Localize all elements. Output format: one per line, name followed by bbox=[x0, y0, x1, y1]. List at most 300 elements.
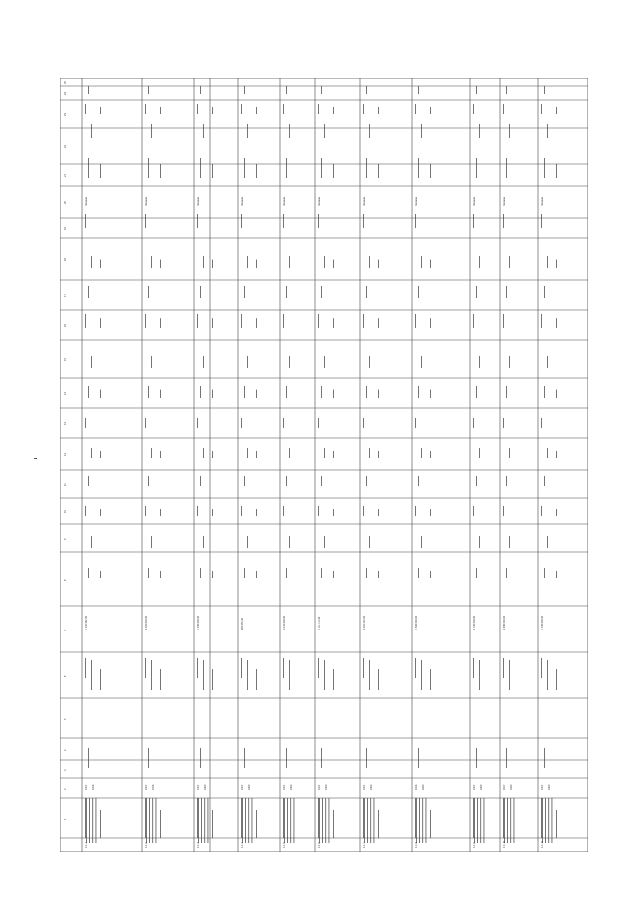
scribble-mark bbox=[148, 476, 149, 486]
row-value: 1 700 000,00 bbox=[541, 616, 544, 630]
scribble-mark bbox=[289, 536, 290, 548]
row-start-year: 2017 bbox=[197, 784, 200, 790]
scribble-mark bbox=[421, 124, 422, 138]
scribble-mark bbox=[418, 158, 419, 178]
scribble-mark bbox=[503, 798, 504, 838]
scribble-mark bbox=[476, 568, 477, 578]
scribble-mark bbox=[286, 386, 287, 398]
scribble-mark bbox=[547, 256, 548, 268]
scribble-mark bbox=[318, 418, 319, 428]
scribble-mark bbox=[100, 451, 101, 458]
scribble-mark bbox=[321, 386, 322, 398]
description-line bbox=[422, 798, 423, 843]
scribble-mark bbox=[473, 798, 474, 838]
rotated-table bbox=[60, 78, 588, 852]
row-end-year: 2020 bbox=[422, 784, 425, 790]
header-number: 20 bbox=[64, 201, 67, 204]
scribble-mark bbox=[369, 124, 370, 138]
scribble-mark bbox=[200, 748, 201, 768]
scribble-mark bbox=[363, 798, 364, 838]
description-line bbox=[248, 798, 249, 843]
scribble-mark bbox=[415, 314, 416, 328]
description-line bbox=[96, 798, 97, 843]
description-line bbox=[208, 798, 209, 843]
row-code: 1.1.10 bbox=[503, 840, 506, 848]
scribble-mark bbox=[418, 476, 419, 486]
scribble-mark bbox=[366, 748, 367, 768]
row-end-year: 2018 bbox=[92, 784, 95, 790]
description-line bbox=[480, 798, 481, 843]
scribble-mark bbox=[212, 107, 213, 114]
scribble-mark bbox=[100, 260, 101, 268]
scribble-mark bbox=[506, 86, 507, 94]
scribble-mark bbox=[473, 506, 474, 516]
header-number: 21 bbox=[64, 174, 67, 177]
scribble-mark bbox=[100, 509, 101, 516]
row-value: 1 456 000,00 bbox=[197, 616, 200, 630]
scribble-mark bbox=[160, 260, 161, 268]
scribble-mark bbox=[91, 256, 92, 268]
scribble-mark bbox=[256, 669, 257, 690]
scribble-mark bbox=[430, 164, 431, 178]
scribble-mark bbox=[88, 748, 89, 768]
scribble-mark bbox=[200, 568, 201, 578]
description-line bbox=[156, 798, 157, 843]
scribble-mark bbox=[244, 386, 245, 398]
header-number: 23 bbox=[64, 113, 67, 116]
row-start-year: 2017 bbox=[85, 784, 88, 790]
scribble-mark bbox=[363, 658, 364, 678]
scribble-mark bbox=[430, 571, 431, 578]
scribble-mark bbox=[418, 568, 419, 578]
description-line bbox=[322, 798, 323, 843]
scribble-mark bbox=[200, 476, 201, 486]
header-number: 22 bbox=[64, 145, 67, 148]
scribble-mark bbox=[256, 509, 257, 516]
scribble-mark bbox=[203, 256, 204, 268]
scribble-mark bbox=[506, 476, 507, 486]
scribble-mark bbox=[244, 86, 245, 94]
scribble-mark bbox=[430, 810, 431, 838]
scribble-mark bbox=[556, 509, 557, 516]
scan-mark bbox=[34, 458, 37, 459]
scribble-mark bbox=[369, 660, 370, 690]
scribble-mark bbox=[547, 124, 548, 138]
scribble-mark bbox=[333, 810, 334, 838]
scribble-mark bbox=[85, 418, 86, 428]
row-start-year: 2017 bbox=[363, 784, 366, 790]
scribble-mark bbox=[200, 86, 201, 94]
row-end-year: 2020 bbox=[248, 784, 251, 790]
scribble-mark bbox=[88, 286, 89, 298]
description-line bbox=[204, 798, 205, 843]
scribble-mark bbox=[151, 256, 152, 268]
header-number: 19 bbox=[64, 227, 67, 230]
scribble-mark bbox=[151, 124, 152, 138]
description-line bbox=[370, 798, 371, 843]
scribble-mark bbox=[333, 260, 334, 268]
row-end-year: 2020 bbox=[370, 784, 373, 790]
header-number: 14 bbox=[64, 392, 67, 395]
scribble-mark bbox=[415, 798, 416, 838]
scribble-mark bbox=[203, 356, 204, 368]
scribble-mark bbox=[541, 418, 542, 428]
description-line bbox=[152, 798, 153, 843]
scribble-mark bbox=[289, 660, 290, 690]
table-cells bbox=[63, 81, 557, 848]
scribble-mark bbox=[544, 476, 545, 486]
description-line bbox=[86, 798, 87, 843]
description-line bbox=[242, 798, 243, 843]
scribble-mark bbox=[421, 660, 422, 690]
scribble-mark bbox=[479, 124, 480, 138]
scribble-mark bbox=[100, 810, 101, 838]
scribble-mark bbox=[556, 571, 557, 578]
scribble-mark bbox=[479, 448, 480, 458]
row-end-year: 2020 bbox=[204, 784, 207, 790]
scribble-mark bbox=[212, 810, 213, 838]
description-line bbox=[294, 798, 295, 843]
scribble-mark bbox=[91, 356, 92, 368]
scribble-mark bbox=[363, 104, 364, 114]
scribble-mark bbox=[160, 107, 161, 114]
scribble-mark bbox=[91, 660, 92, 690]
scribble-mark bbox=[503, 214, 504, 228]
scribble-mark bbox=[289, 448, 290, 458]
scribble-mark bbox=[503, 418, 504, 428]
row-unit: Человек bbox=[503, 196, 506, 206]
scribble-mark bbox=[241, 314, 242, 328]
scribble-mark bbox=[256, 107, 257, 114]
scribble-mark bbox=[421, 356, 422, 368]
description-line bbox=[89, 798, 90, 843]
scribble-mark bbox=[506, 748, 507, 768]
description-line bbox=[552, 798, 553, 843]
scribble-mark bbox=[476, 158, 477, 178]
description-line bbox=[545, 798, 546, 843]
scribble-mark bbox=[324, 356, 325, 368]
scribble-mark bbox=[148, 286, 149, 298]
scribble-mark bbox=[547, 660, 548, 690]
scribble-mark bbox=[415, 658, 416, 678]
row-start-year: 2017 bbox=[473, 784, 476, 790]
scribble-mark bbox=[509, 536, 510, 548]
scribble-mark bbox=[378, 260, 379, 268]
scribble-mark bbox=[415, 104, 416, 114]
row-value: 1 500 000,00 bbox=[415, 616, 418, 630]
scribble-mark bbox=[318, 798, 319, 838]
scribble-mark bbox=[244, 476, 245, 486]
scribble-mark bbox=[556, 260, 557, 268]
scribble-mark bbox=[197, 214, 198, 228]
scribble-mark bbox=[85, 506, 86, 516]
scribble-mark bbox=[509, 448, 510, 458]
scribble-mark bbox=[160, 509, 161, 516]
scribble-mark bbox=[197, 104, 198, 114]
scribble-mark bbox=[556, 810, 557, 838]
scribble-mark bbox=[503, 506, 504, 516]
scribble-mark bbox=[160, 810, 161, 838]
scribble-mark bbox=[369, 256, 370, 268]
description-line bbox=[284, 798, 285, 843]
scribble-mark bbox=[256, 164, 257, 178]
scribble-mark bbox=[100, 318, 101, 328]
scribble-mark bbox=[506, 568, 507, 578]
header-number: 8 bbox=[64, 579, 67, 581]
row-code: 1.1.9 bbox=[473, 842, 476, 848]
scribble-mark bbox=[286, 286, 287, 298]
scribble-mark bbox=[473, 104, 474, 114]
scribble-mark bbox=[418, 748, 419, 768]
row-value: 3 210 000,00 bbox=[283, 616, 286, 630]
scribble-mark bbox=[256, 260, 257, 268]
scribble-mark bbox=[333, 390, 334, 398]
scribble-mark bbox=[286, 476, 287, 486]
scribble-mark bbox=[479, 356, 480, 368]
scribble-mark bbox=[369, 356, 370, 368]
header-number: 24 bbox=[64, 92, 67, 95]
scribble-mark bbox=[151, 448, 152, 458]
scribble-mark bbox=[289, 256, 290, 268]
scribble-mark bbox=[321, 158, 322, 178]
scribble-mark bbox=[100, 571, 101, 578]
scribble-mark bbox=[473, 214, 474, 228]
row-unit: Человек bbox=[145, 196, 148, 206]
scribble-mark bbox=[197, 798, 198, 838]
scribble-mark bbox=[324, 448, 325, 458]
scribble-mark bbox=[366, 386, 367, 398]
header-number: 17 bbox=[64, 294, 67, 297]
scribble-mark bbox=[283, 314, 284, 328]
scribble-mark bbox=[160, 571, 161, 578]
scribble-mark bbox=[247, 448, 248, 458]
header-number: 10 bbox=[64, 510, 67, 513]
scribble-mark bbox=[256, 810, 257, 838]
description-line bbox=[504, 798, 505, 843]
row-start-year: 2018 bbox=[415, 784, 418, 790]
scribble-mark bbox=[244, 286, 245, 298]
scribble-mark bbox=[145, 214, 146, 228]
description-line bbox=[149, 798, 150, 843]
scribble-mark bbox=[544, 286, 545, 298]
scribble-mark bbox=[283, 658, 284, 678]
scribble-mark bbox=[212, 451, 213, 458]
scribble-mark bbox=[212, 669, 213, 690]
description-line bbox=[507, 798, 508, 843]
scribble-mark bbox=[506, 286, 507, 298]
scribble-mark bbox=[88, 86, 89, 94]
scribble-mark bbox=[203, 536, 204, 548]
scribble-mark bbox=[556, 669, 557, 690]
scribble-mark bbox=[556, 107, 557, 114]
scribble-mark bbox=[148, 86, 149, 94]
row-code: 1.1.3 bbox=[197, 842, 200, 848]
scribble-mark bbox=[321, 86, 322, 94]
scribble-mark bbox=[318, 104, 319, 114]
scribble-mark bbox=[160, 164, 161, 178]
description-line bbox=[477, 798, 478, 843]
scribble-mark bbox=[151, 356, 152, 368]
scribble-mark bbox=[256, 571, 257, 578]
description-line bbox=[245, 798, 246, 843]
scribble-mark bbox=[212, 571, 213, 578]
row-start-year: 2017 bbox=[318, 784, 321, 790]
scribble-mark bbox=[286, 86, 287, 94]
header-number: 6 bbox=[64, 675, 67, 677]
scribble-mark bbox=[415, 506, 416, 516]
scribble-mark bbox=[333, 509, 334, 516]
scribble-mark bbox=[241, 418, 242, 428]
row-end-year: 2020 bbox=[548, 784, 551, 790]
scribble-mark bbox=[421, 448, 422, 458]
scribble-mark bbox=[378, 390, 379, 398]
scribble-mark bbox=[378, 318, 379, 328]
description-line bbox=[319, 798, 320, 843]
scribble-mark bbox=[509, 660, 510, 690]
scribble-mark bbox=[473, 658, 474, 678]
scribble-mark bbox=[366, 568, 367, 578]
scribble-mark bbox=[212, 318, 213, 328]
scribble-mark bbox=[418, 86, 419, 94]
scribble-mark bbox=[197, 418, 198, 428]
scribble-mark bbox=[145, 104, 146, 114]
row-unit: Человек bbox=[318, 196, 321, 206]
description-line bbox=[329, 798, 330, 843]
scribble-mark bbox=[369, 536, 370, 548]
row-unit: Человек bbox=[241, 196, 244, 206]
scribble-mark bbox=[200, 386, 201, 398]
row-end-year: 2020 bbox=[325, 784, 328, 790]
row-unit: Человек bbox=[541, 196, 544, 206]
scribble-mark bbox=[476, 476, 477, 486]
scribble-mark bbox=[100, 107, 101, 114]
scribble-mark bbox=[430, 318, 431, 328]
scribble-mark bbox=[476, 748, 477, 768]
scribble-mark bbox=[544, 748, 545, 768]
scribble-mark bbox=[212, 164, 213, 178]
row-code: 1.1.4 bbox=[241, 842, 244, 848]
scribble-mark bbox=[378, 451, 379, 458]
scribble-mark bbox=[148, 568, 149, 578]
scribble-mark bbox=[430, 669, 431, 690]
scribble-mark bbox=[88, 386, 89, 398]
scribble-mark bbox=[333, 164, 334, 178]
scribble-mark bbox=[88, 568, 89, 578]
description-line bbox=[252, 798, 253, 843]
description-line bbox=[198, 798, 199, 843]
scribble-mark bbox=[283, 104, 284, 114]
row-code: 1.1.11 bbox=[541, 840, 544, 848]
scribble-mark bbox=[541, 104, 542, 114]
scribble-mark bbox=[91, 536, 92, 548]
scribble-mark bbox=[145, 418, 146, 428]
scribble-mark bbox=[378, 810, 379, 838]
scribble-mark bbox=[160, 318, 161, 328]
scribble-mark bbox=[479, 536, 480, 548]
scribble-mark bbox=[363, 314, 364, 328]
description-line bbox=[419, 798, 420, 843]
scribble-mark bbox=[100, 390, 101, 398]
row-code: 1.1.6 bbox=[318, 842, 321, 848]
description-line bbox=[325, 798, 326, 843]
scribble-mark bbox=[479, 256, 480, 268]
scribble-mark bbox=[556, 318, 557, 328]
scribble-mark bbox=[366, 86, 367, 94]
scribble-mark bbox=[503, 104, 504, 114]
scribble-mark bbox=[547, 356, 548, 368]
row-start-year: 2017 bbox=[283, 784, 286, 790]
scribble-mark bbox=[479, 660, 480, 690]
scribble-mark bbox=[145, 314, 146, 328]
description-line bbox=[474, 798, 475, 843]
scribble-mark bbox=[556, 164, 557, 178]
scribble-mark bbox=[544, 86, 545, 94]
scribble-mark bbox=[212, 509, 213, 516]
table-grid bbox=[60, 78, 588, 852]
description-line bbox=[367, 798, 368, 843]
scribble-mark bbox=[212, 260, 213, 268]
scribble-mark bbox=[241, 214, 242, 228]
scribble-mark bbox=[88, 476, 89, 486]
scribble-mark bbox=[509, 356, 510, 368]
row-code: 1.1.8 bbox=[415, 842, 418, 848]
scribble-mark bbox=[430, 260, 431, 268]
scribble-mark bbox=[333, 571, 334, 578]
scribble-mark bbox=[85, 798, 86, 838]
scribble-mark bbox=[369, 448, 370, 458]
scribble-mark bbox=[506, 158, 507, 178]
scribble-mark bbox=[100, 669, 101, 690]
scribble-mark bbox=[318, 506, 319, 516]
scribble-mark bbox=[200, 286, 201, 298]
scribble-mark bbox=[200, 158, 201, 178]
scribble-mark bbox=[283, 798, 284, 838]
scribble-mark bbox=[547, 448, 548, 458]
scribble-mark bbox=[430, 451, 431, 458]
scribble-mark bbox=[148, 386, 149, 398]
row-value: 987 654,00 bbox=[241, 618, 244, 630]
scribble-mark bbox=[541, 314, 542, 328]
row-start-year: 2017 bbox=[503, 784, 506, 790]
scribble-mark bbox=[241, 506, 242, 516]
description-line bbox=[364, 798, 365, 843]
scribble-mark bbox=[148, 158, 149, 178]
scribble-mark bbox=[160, 669, 161, 690]
scribble-mark bbox=[88, 158, 89, 178]
scribble-mark bbox=[197, 658, 198, 678]
scribble-mark bbox=[256, 318, 257, 328]
row-start-year: 2017 bbox=[541, 784, 544, 790]
scribble-mark bbox=[241, 104, 242, 114]
scribble-mark bbox=[544, 158, 545, 178]
row-unit: Человек bbox=[363, 196, 366, 206]
scribble-mark bbox=[151, 660, 152, 690]
scribble-mark bbox=[430, 107, 431, 114]
description-line bbox=[416, 798, 417, 843]
description-line bbox=[146, 798, 147, 843]
scribble-mark bbox=[318, 314, 319, 328]
scribble-mark bbox=[544, 568, 545, 578]
description-line bbox=[510, 798, 511, 843]
scribble-mark bbox=[473, 314, 474, 328]
scribble-mark bbox=[547, 536, 548, 548]
scribble-mark bbox=[366, 286, 367, 298]
scribble-mark bbox=[421, 256, 422, 268]
header-number: 25 bbox=[64, 81, 67, 84]
description-line bbox=[542, 798, 543, 843]
scribble-mark bbox=[256, 451, 257, 458]
scribble-mark bbox=[318, 658, 319, 678]
